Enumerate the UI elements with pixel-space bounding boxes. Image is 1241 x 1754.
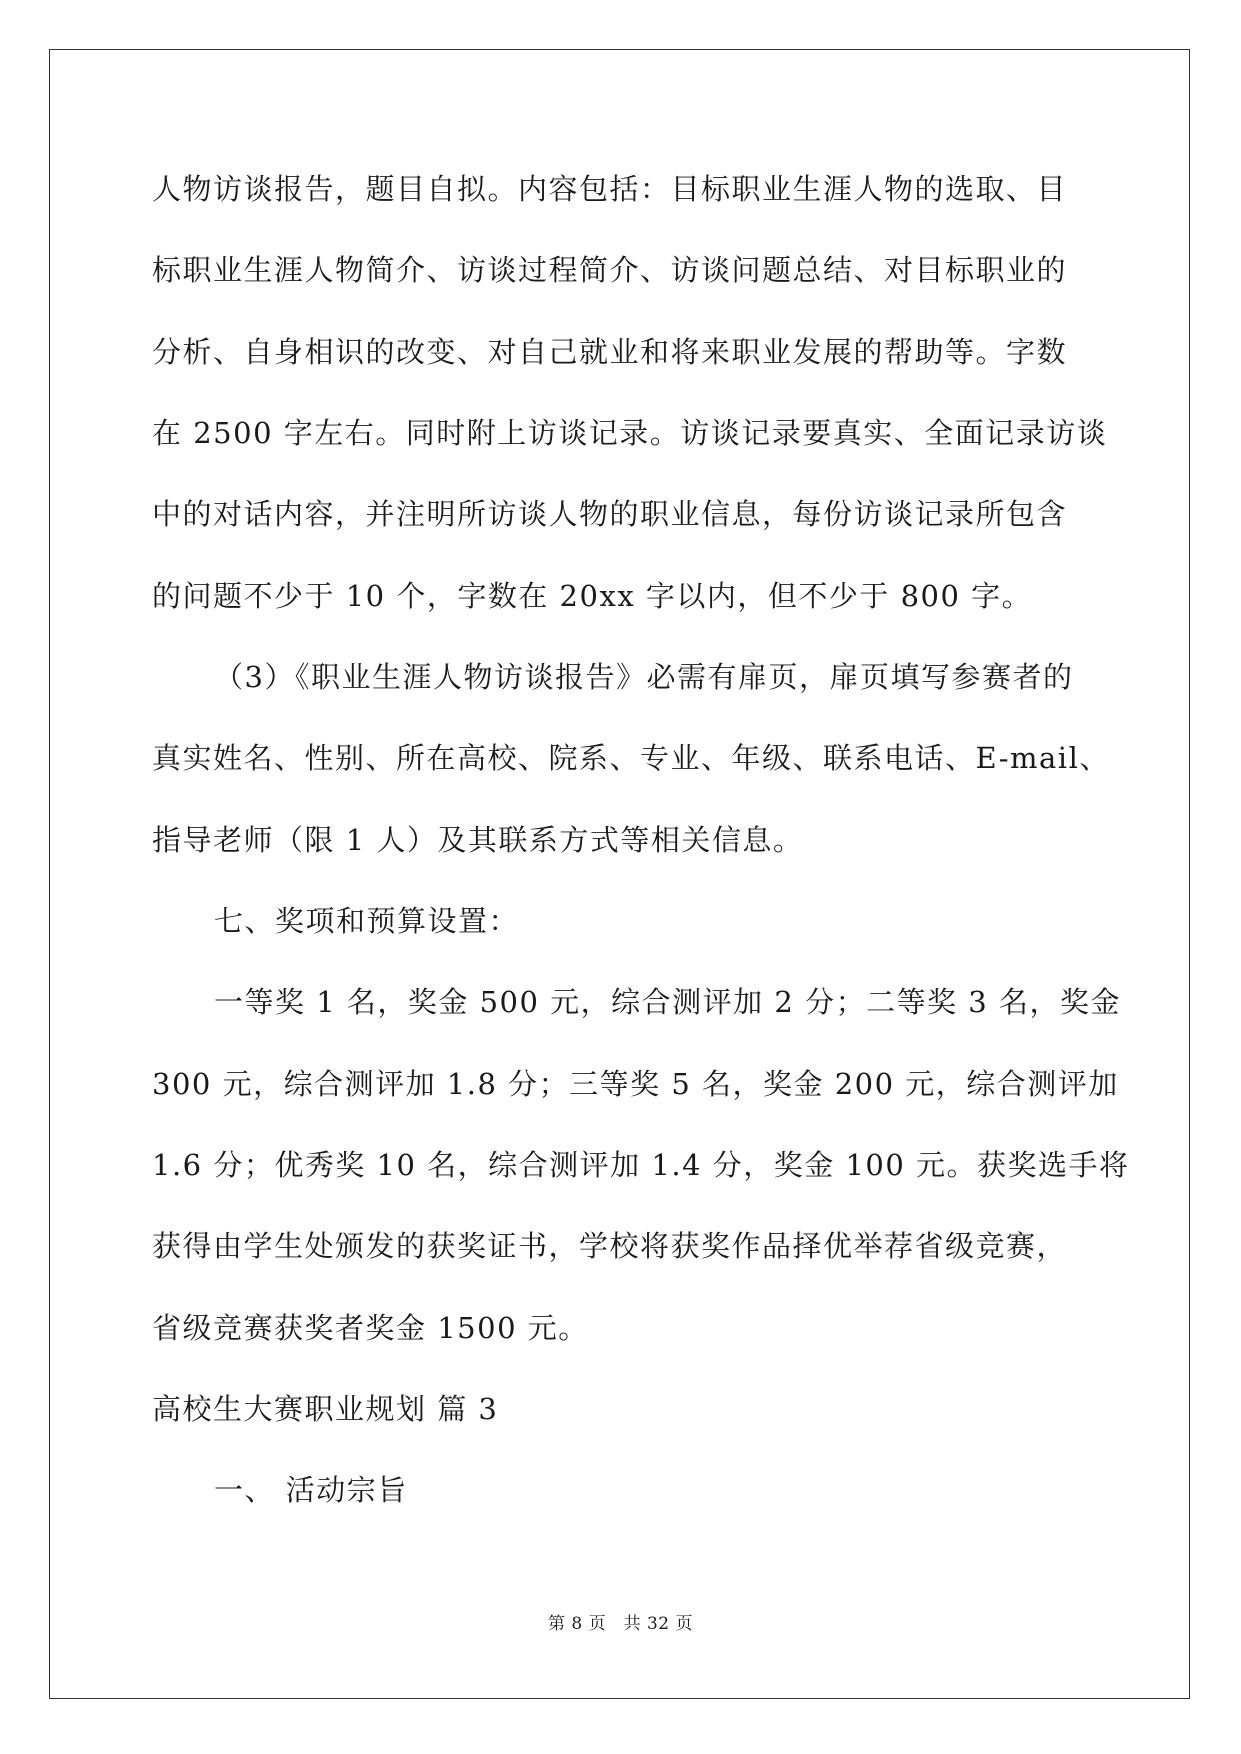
body-line: 300 元，综合测评加 1.8 分；三等奖 5 名，奖金 200 元，综合测评加: [152, 1067, 1119, 1101]
body-line: 的问题不少于 10 个，字数在 20xx 字以内，但不少于 800 字。: [152, 579, 1033, 613]
body-line: （3）《职业生涯人物访谈报告》必需有扉页，扉页填写参赛者的: [214, 660, 1074, 694]
body-line: 真实姓名、性别、所在高校、院系、专业、年级、联系电话、E-mail、: [152, 741, 1110, 775]
body-line: 省级竞赛获奖者奖金 1500 元。: [152, 1311, 589, 1345]
body-line: 指导老师（限 1 人）及其联系方式等相关信息。: [152, 823, 804, 857]
article-title: 高校生大赛职业规划 篇 3: [152, 1392, 499, 1426]
body-line: 获得由学生处颁发的获奖证书，学校将获奖作品择优举荐省级竞赛，: [152, 1229, 1068, 1263]
body-line: 一等奖 1 名，奖金 500 元，综合测评加 2 分；二等奖 3 名，奖金: [214, 985, 1121, 1019]
body-line: 人物访谈报告，题目自拟。内容包括：目标职业生涯人物的选取、目: [152, 172, 1068, 206]
body-line: 在 2500 字左右。同时附上访谈记录。访谈记录要真实、全面记录访谈: [152, 416, 1108, 450]
page-number: 第 8 页 共 32 页: [547, 1614, 694, 1634]
section-heading: 七、奖项和预算设置：: [214, 904, 520, 938]
section-heading: 一、 活动宗旨: [214, 1473, 408, 1507]
body-line: 标职业生涯人物简介、访谈过程简介、访谈问题总结、对目标职业的: [152, 253, 1068, 287]
page-border: [49, 49, 1190, 1699]
body-line: 中的对话内容，并注明所访谈人物的职业信息，每份访谈记录所包含: [152, 497, 1068, 531]
body-line: 1.6 分；优秀奖 10 名，综合测评加 1.4 分，奖金 100 元。获奖选手将: [152, 1148, 1130, 1182]
body-line: 分析、自身相识的改变、对自己就业和将来职业发展的帮助等。字数: [152, 335, 1068, 369]
